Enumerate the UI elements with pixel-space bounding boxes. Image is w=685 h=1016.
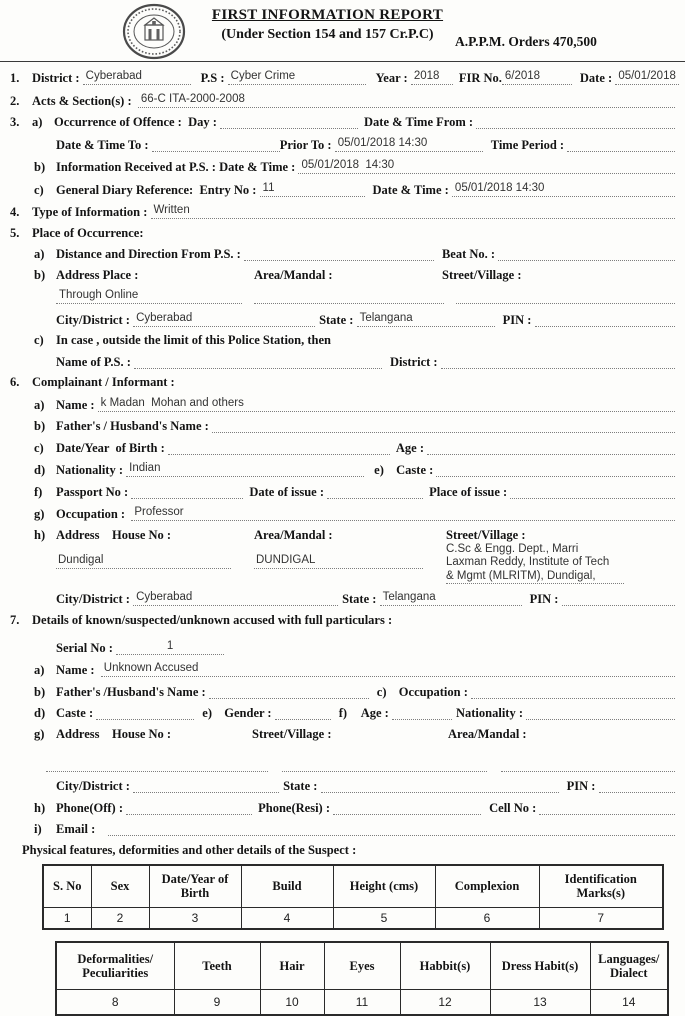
city-district-label: City/District :	[56, 314, 133, 327]
date-time-to-label: Date & Time To :	[56, 139, 152, 152]
year-value: 2018	[411, 70, 453, 85]
cell-no-blank	[539, 801, 675, 815]
prior-to-value: 05/01/2018 14:30	[335, 137, 483, 152]
phone-resi-blank	[333, 801, 481, 815]
accused-name-label: Name :	[56, 664, 101, 677]
complainant-nationality-label: Nationality :	[56, 464, 126, 477]
accused-state-label: State :	[283, 780, 321, 793]
row-information-received	[10, 159, 675, 174]
row-complainant-name	[10, 397, 675, 412]
passport-no-label: Passport No :	[56, 486, 131, 499]
column-number: 1	[43, 907, 91, 929]
distance-direction-blank	[244, 247, 434, 261]
accused-father-label: Father's /Husband's Name :	[56, 686, 209, 699]
complainant-pin-label: PIN :	[530, 593, 562, 606]
item-6b-marker: b)	[34, 420, 56, 433]
row-accused-address-labels	[10, 728, 675, 741]
type-of-information-value: Written	[151, 204, 675, 219]
row-occurrence-of-offence	[10, 115, 675, 129]
item-3a-marker: a)	[32, 116, 54, 129]
date-label: Date :	[580, 72, 615, 85]
column-number: 5	[333, 907, 435, 929]
column-number: 4	[241, 907, 333, 929]
column-number: 8	[56, 990, 174, 1016]
column-header: Habbit(s)	[400, 942, 490, 990]
area-mandal-label: Area/Mandal :	[254, 269, 442, 282]
occupation-label: Occupation :	[56, 508, 131, 521]
column-header: Eyes	[324, 942, 400, 990]
block-complainant-address	[10, 529, 675, 585]
accused-city-label: City/District :	[56, 780, 133, 793]
item-7-marker: 7.	[10, 614, 32, 627]
fir-no-label: FIR No.	[459, 72, 502, 85]
accused-nationality-blank	[526, 706, 675, 720]
physical-features-heading: Physical features, deformities and other details of the Suspect :	[22, 844, 356, 857]
item-7e-marker: e)	[202, 707, 224, 720]
complainant-house-no	[56, 529, 254, 585]
column-number: 13	[490, 990, 590, 1016]
column-number: 10	[260, 990, 324, 1016]
email-label: Email :	[56, 823, 98, 836]
state-label: State :	[319, 314, 357, 327]
item-6f-marker: f)	[34, 486, 56, 499]
fir-no-value: 6/2018	[502, 70, 572, 85]
row-accused-name	[10, 662, 675, 677]
pin-label: PIN :	[503, 314, 535, 327]
column-header: Hair	[260, 942, 324, 990]
pin-blank	[535, 313, 675, 327]
item-5b-marker: b)	[34, 269, 56, 282]
row-complainant-occupation	[10, 506, 675, 521]
item-6a-marker: a)	[34, 399, 56, 412]
item-6-marker: 6.	[10, 376, 32, 389]
acts-sections-label: Acts & Section(s) :	[32, 95, 138, 108]
row-complainant-passport	[10, 485, 675, 499]
type-of-information-label: Type of Information :	[32, 206, 151, 219]
name-of-ps-label: Name of P.S. :	[56, 356, 134, 369]
ps-district-label: District :	[390, 356, 441, 369]
district-label: District :	[32, 72, 83, 85]
physical-features-table	[42, 864, 664, 930]
gd-datetime-value: 05/01/2018 14:30	[452, 182, 675, 197]
time-period-blank	[567, 138, 675, 152]
row-city-district-occurrence	[10, 312, 675, 327]
row-accused-city	[10, 779, 675, 793]
beat-no-label: Beat No. :	[442, 248, 498, 261]
row-accused-father	[10, 685, 675, 699]
item-7d-marker: d)	[34, 707, 56, 720]
item-2-marker: 2.	[10, 95, 32, 108]
complainant-age-label: Age :	[396, 442, 427, 455]
row-acts-sections	[10, 93, 675, 108]
accused-gender-label: Gender :	[224, 707, 274, 720]
column-header: Deformalities/ Peculiarities	[56, 942, 174, 990]
accused-area-mandal-blank	[501, 758, 675, 772]
row-complainant-nationality	[10, 462, 675, 477]
column-number: 3	[149, 907, 241, 929]
column-header: Dress Habit(s)	[490, 942, 590, 990]
government-seal-icon	[122, 3, 186, 65]
item-7f-marker: f)	[339, 707, 361, 720]
accused-street-village-blank	[282, 758, 487, 772]
item-6c-marker: c)	[34, 442, 56, 455]
complainant-city-label: City/District :	[56, 593, 133, 606]
item-6g-marker: g)	[34, 508, 56, 521]
field-value: DUNDIGAL	[254, 554, 423, 569]
complainant-area-mandal	[254, 529, 446, 585]
field-label: Street/Village :	[446, 529, 675, 542]
accused-heading-label: Details of known/suspected/unknown accused with full particulars :	[32, 614, 392, 627]
item-7a-marker: a)	[34, 664, 56, 677]
item-6h-marker	[34, 529, 56, 585]
date-of-issue-blank	[327, 485, 423, 499]
row-accused-heading	[10, 614, 675, 627]
prior-to-label: Prior To :	[280, 139, 335, 152]
accused-nationality-label: Nationality :	[456, 707, 526, 720]
column-header: Date/Year of Birth	[149, 865, 241, 907]
beat-no-blank	[498, 247, 675, 261]
row-complainant-father	[10, 419, 675, 433]
complainant-state-label: State :	[342, 593, 380, 606]
gd-entry-no-label: General Diary Reference: Entry No :	[56, 184, 260, 197]
column-header: Build	[241, 865, 333, 907]
info-received-datetime-value: 05/01/2018 14:30	[298, 159, 675, 174]
complainant-city-value: Cyberabad	[133, 591, 338, 606]
accused-pin-blank	[599, 779, 675, 793]
column-number: 14	[590, 990, 668, 1016]
complainant-father-blank	[212, 419, 675, 433]
accused-occupation-label: Occupation :	[399, 686, 471, 699]
occupation-value: Professor	[131, 506, 675, 521]
acts-sections-value: 66-C ITA-2000-2008	[138, 93, 675, 108]
row-distance-direction	[10, 247, 675, 261]
item-3b-marker: b)	[34, 161, 56, 174]
column-number: 7	[539, 907, 663, 929]
item-1-marker: 1.	[10, 72, 32, 85]
year-label: Year :	[376, 72, 411, 85]
column-header: Complexion	[435, 865, 539, 907]
complainant-name-label: Name :	[56, 399, 98, 412]
complainant-street-village	[446, 529, 675, 585]
accused-state-blank	[321, 779, 559, 793]
column-header: Sex	[91, 865, 149, 907]
accused-gender-blank	[275, 706, 331, 720]
accused-house-no-blank	[46, 758, 268, 772]
complainant-name-value: k Madan Mohan and others	[98, 397, 675, 412]
gd-entry-no-value: 11	[260, 182, 365, 197]
accused-house-no-label: Address House No :	[56, 728, 252, 741]
item-5-marker: 5.	[10, 227, 32, 240]
complainant-dob-label: Date/Year of Birth :	[56, 442, 168, 455]
place-of-issue-label: Place of issue :	[429, 486, 510, 499]
column-header: Identification Marks(s)	[539, 865, 663, 907]
complainant-dob-blank	[168, 441, 390, 455]
complainant-state-value: Telangana	[380, 591, 522, 606]
address-place-label: Address Place :	[56, 269, 254, 282]
accused-father-blank	[209, 685, 369, 699]
street-village-blank	[456, 290, 675, 304]
field-value-multiline: C.Sc & Engg. Dept., Marri Laxman Reddy, Institute of Tech & Mgmt (MLRITM), Dundigal,	[446, 543, 675, 585]
accused-pin-label: PIN :	[567, 780, 599, 793]
item-4-marker: 4.	[10, 206, 32, 219]
occurrence-day-blank	[220, 115, 358, 129]
item-5c-marker: c)	[34, 334, 56, 347]
field-label: Area/Mandal :	[254, 529, 438, 542]
area-mandal-blank	[254, 290, 444, 304]
complainant-pin-blank	[562, 592, 675, 606]
item-5a-marker: a)	[34, 248, 56, 261]
city-district-value: Cyberabad	[133, 312, 315, 327]
item-7h-marker: h)	[34, 802, 56, 815]
column-number: 11	[324, 990, 400, 1016]
cell-no-label: Cell No :	[489, 802, 539, 815]
document-title: FIRST INFORMATION REPORT	[185, 7, 470, 24]
column-number: 12	[400, 990, 490, 1016]
complainant-father-label: Father's / Husband's Name :	[56, 420, 212, 433]
document-subtitle: (Under Section 154 and 157 Cr.P.C)	[185, 27, 470, 43]
row-accused-phone	[10, 801, 675, 815]
row-physical-features-heading	[10, 844, 675, 857]
row-address-place-values	[10, 289, 675, 304]
column-header: Teeth	[174, 942, 260, 990]
date-time-from-blank	[476, 115, 675, 129]
item-7b-marker: b)	[34, 686, 56, 699]
email-blank	[108, 822, 675, 836]
time-period-label: Time Period :	[491, 139, 568, 152]
date-time-from-label: Date & Time From :	[364, 116, 476, 129]
ps-label: P.S :	[201, 72, 228, 85]
field-value: Dundigal	[56, 554, 231, 569]
title-block	[185, 7, 470, 43]
row-district-ps-year-fir-date	[10, 70, 675, 85]
accused-street-village-label: Street/Village :	[252, 728, 448, 741]
row-date-time-to	[10, 137, 675, 152]
column-number: 2	[91, 907, 149, 929]
place-of-occurrence-label: Place of Occurrence:	[32, 227, 144, 240]
column-header: S. No	[43, 865, 91, 907]
accused-name-value: Unknown Accused	[101, 662, 675, 677]
phone-off-label: Phone(Off) :	[56, 802, 126, 815]
place-of-issue-blank	[510, 485, 675, 499]
complainant-caste-blank	[436, 463, 675, 477]
row-accused-email	[10, 822, 675, 836]
name-of-ps-blank	[134, 355, 382, 369]
row-place-of-occurrence	[10, 227, 675, 240]
accused-occupation-blank	[471, 685, 675, 699]
appm-orders-text: A.P.P.M. Orders 470,500	[455, 34, 597, 50]
info-received-label: Information Received at P.S. :	[56, 161, 219, 174]
row-complainant-city	[10, 591, 675, 606]
field-label: h)	[34, 529, 56, 542]
item-3c-marker: c)	[34, 184, 56, 197]
occurrence-day-label: Occurrence of Offence : Day :	[54, 116, 220, 129]
district-value: Cyberabad	[83, 70, 191, 85]
complainant-age-blank	[427, 441, 675, 455]
accused-age-blank	[392, 706, 452, 720]
suspect-details-table	[55, 941, 669, 1016]
date-of-issue-label: Date of issue :	[249, 486, 327, 499]
row-general-diary	[10, 182, 675, 197]
column-header: Languages/ Dialect	[590, 942, 668, 990]
column-number: 6	[435, 907, 539, 929]
distance-direction-label: Distance and Direction From P.S. :	[56, 248, 244, 261]
date-time-to-blank	[152, 138, 280, 152]
address-place-value: Through Online	[56, 289, 242, 304]
accused-city-blank	[133, 779, 279, 793]
phone-off-blank	[126, 801, 252, 815]
item-6d-marker: d)	[34, 464, 56, 477]
form-body	[0, 63, 685, 1016]
item-3-marker: 3.	[10, 116, 32, 129]
field-label: Address House No :	[56, 529, 246, 542]
row-outside-limit	[10, 334, 675, 347]
street-village-label: Street/Village :	[442, 269, 675, 282]
column-header: Height (cms)	[333, 865, 435, 907]
item-7g-marker: g)	[34, 728, 56, 741]
complainant-heading-label: Complainant / Informant :	[32, 376, 175, 389]
item-7c-marker: c)	[377, 686, 399, 699]
ps-district-blank	[441, 355, 675, 369]
gd-datetime-label: Date & Time :	[373, 184, 452, 197]
row-address-place-labels	[10, 269, 675, 282]
row-accused-address-blanks	[10, 758, 675, 772]
row-serial-no	[10, 640, 675, 655]
item-7i-marker: i)	[34, 823, 56, 836]
serial-no-label: Serial No :	[56, 642, 116, 655]
document-header	[0, 0, 685, 62]
column-number: 9	[174, 990, 260, 1016]
row-accused-caste	[10, 706, 675, 720]
item-6e-marker: e)	[374, 464, 396, 477]
complainant-caste-label: Caste :	[396, 464, 436, 477]
info-received-datetime-label: Date & Time :	[219, 161, 298, 174]
row-type-of-information	[10, 204, 675, 219]
serial-no-value: 1	[116, 640, 224, 655]
accused-caste-label: Caste :	[56, 707, 96, 720]
accused-age-label: Age :	[361, 707, 392, 720]
accused-caste-blank	[96, 706, 194, 720]
phone-resi-label: Phone(Resi) :	[258, 802, 333, 815]
outside-limit-label: In case , outside the limit of this Police Station, then	[56, 334, 331, 347]
ps-value: Cyber Crime	[228, 70, 366, 85]
accused-area-mandal-label: Area/Mandal :	[448, 728, 675, 741]
row-name-of-ps	[10, 355, 675, 369]
row-complainant-heading	[10, 376, 675, 389]
complainant-nationality-value: Indian	[126, 462, 364, 477]
passport-no-blank	[131, 485, 243, 499]
row-complainant-dob	[10, 441, 675, 455]
date-value: 05/01/2018	[615, 70, 679, 85]
state-value: Telangana	[357, 312, 495, 327]
